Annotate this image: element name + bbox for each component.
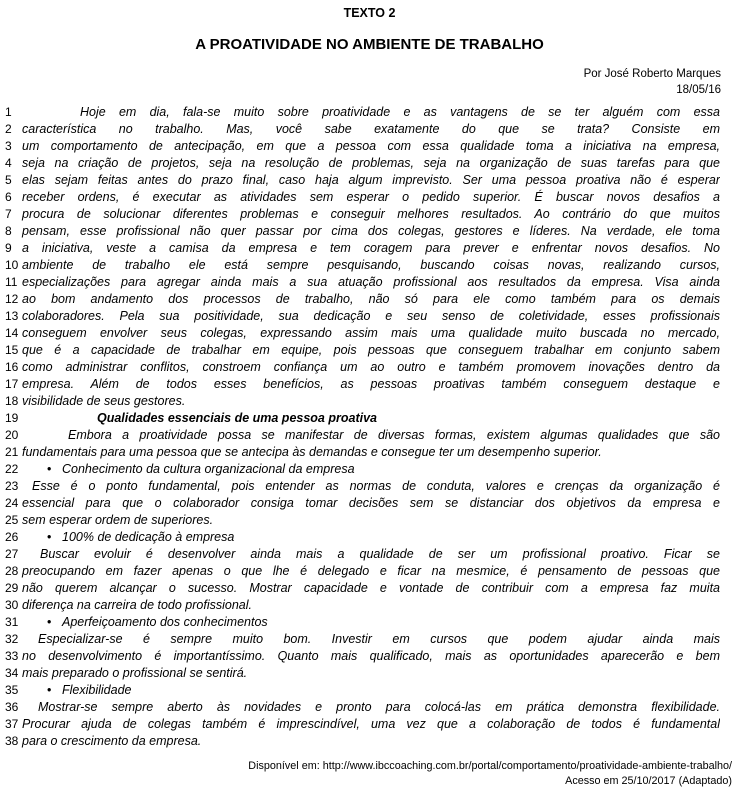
text-line [0,461,720,478]
body-lines [0,104,720,750]
line-text: Hoje em dia, fala-se muito sobre proatividade e as vantagens de se ter alguém com essa [80,105,720,119]
line-text: a iniciativa, veste a camisa da empresa e tem coragem para prever e enfrentar novos desafios. No [22,241,720,255]
line-text: procura de solucionar diferentes problemas e conseguir melhores resultados. Ao contrário do que muitos [22,207,720,221]
text-line [0,682,720,699]
line-number: 6 [5,190,12,204]
dateline: 18/05/16 [676,84,721,96]
bullet-icon: • [47,530,52,544]
text-line [0,189,720,206]
line-number: 8 [5,224,12,238]
line-number: 21 [5,445,19,459]
source-url-line: Disponível em: http://www.ibccoaching.com.br/portal/comportamento/proatividade-ambiente-trabalho/ [248,760,732,772]
line-number: 25 [5,513,19,527]
text-line [0,376,720,393]
line-number: 29 [5,581,19,595]
line-number: 27 [5,547,19,561]
line-text [22,461,720,478]
bullet-icon: • [47,462,52,476]
bullet-label: Conhecimento da cultura organizacional da empresa [62,462,355,476]
text-line [0,257,720,274]
line-number: 4 [5,156,12,170]
line-number: 13 [5,309,19,323]
line-text: pensam, esse profissional não quer passar por cima dos colegas, gestores e líderes. Na verdade, ele toma [22,224,720,238]
line-number: 35 [5,683,19,697]
line-number: 30 [5,598,19,612]
text-line [0,206,720,223]
text-line [0,223,720,240]
line-text: preocupando em fazer apenas o que lhe é delegado e ficar na mesmice, é pensamento de pessoas que [22,564,720,578]
line-text: ao bom andamento dos processos de trabalho, não só para ele como também para os demais [22,292,720,306]
text-line [0,427,720,444]
line-number: 9 [5,241,12,255]
line-number: 10 [5,258,19,272]
line-text: fundamentais para uma pessoa que se antecipa às demandas e consegue ter um desempenho superior. [22,445,602,459]
text-line [0,631,720,648]
line-text: para o crescimento da empresa. [22,734,202,748]
text-line [0,716,720,733]
line-text: diferença na carreira de todo profissional. [22,598,252,612]
text-line [0,648,720,665]
line-text: característica no trabalho. Mas, você sabe exatamente do que se trata? Consiste em [22,122,720,136]
text-line [0,274,720,291]
line-number: 1 [5,105,12,119]
line-number: 3 [5,139,12,153]
text-line [0,597,720,614]
line-number: 31 [5,615,19,629]
text-line [0,104,720,121]
text-line [0,665,720,682]
line-text: que é a capacidade de trabalhar em equipe, pois pessoas que conseguem trabalhar em conjunto sabem [22,343,720,357]
line-text: Procurar ajuda de colegas também é imprescindível, uma vez que a colaboração de todos é fundamental [22,717,720,731]
page-title: A PROATIVIDADE NO AMBIENTE DE TRABALHO [195,36,544,53]
byline: Por José Roberto Marques [583,68,721,80]
text-line [0,291,720,308]
text-line [0,614,720,631]
line-text: seja na criação de projetos, seja na resolução de problemas, seja na organização de suas tarefas para que [22,156,720,170]
line-number: 2 [5,122,12,136]
line-number: 12 [5,292,19,306]
doc-label: TEXTO 2 [343,6,396,20]
text-line [0,733,720,750]
text-line [0,325,720,342]
line-number: 32 [5,632,19,646]
line-number: 17 [5,377,19,391]
text-line [0,138,720,155]
line-number: 26 [5,530,19,544]
text-line [0,580,720,597]
line-number: 34 [5,666,19,680]
text-line [0,563,720,580]
line-number: 37 [5,717,19,731]
line-number: 23 [5,479,19,493]
line-text: elas sejam feitas antes do prazo final, caso haja algum imprevisto. Ser uma pessoa proativa não é esperar [22,173,720,187]
text-line [0,478,720,495]
text-line [0,342,720,359]
text-line [0,308,720,325]
section-heading: Qualidades essenciais de uma pessoa proativa [97,411,377,425]
source-citation [0,759,732,789]
line-number: 22 [5,462,19,476]
line-text: Buscar evoluir é desenvolver ainda mais a qualidade de ser um profissional proativo. Ficar se [40,547,720,561]
line-text [22,529,720,546]
line-text: não querem alcançar o sucesso. Mostrar capacidade e vontade de contribuir com a empresa faz muita [22,581,720,595]
line-number: 5 [5,173,12,187]
text-line [0,529,720,546]
line-text: conseguem envolver seus colegas, expressando assim mais uma qualidade muito buscada no mercado, [22,326,720,340]
bullet-label: Aperfeiçoamento dos conhecimentos [62,615,268,629]
text-line [0,121,720,138]
text-line [0,410,720,427]
line-text: Esse é o ponto fundamental, pois entender as normas de conduta, valores e crenças da organização é [32,479,720,493]
line-number: 16 [5,360,19,374]
line-text [22,682,720,699]
line-number: 24 [5,496,19,510]
line-text: especializações para agregar ainda mais a sua atuação profissional aos resultados da empresa. Visa ainda [22,275,720,289]
text-line [0,240,720,257]
line-text: Mostrar-se sempre aberto às novidades e pronto para colocá-las em prática demonstra flexibilidade. [38,700,720,714]
text-line [0,444,720,461]
line-text: no desenvolvimento é importantíssimo. Quanto mais qualificado, mais as oportunidades aparecerão e bem [22,649,720,663]
line-number: 20 [5,428,19,442]
bullet-label: Flexibilidade [62,683,132,697]
text-line [0,512,720,529]
line-text: empresa. Além de todos esses benefícios, as pessoas proativas também conseguem destaque e [22,377,720,391]
line-number: 38 [5,734,19,748]
line-text [22,614,720,631]
text-line [0,699,720,716]
text-line [0,359,720,376]
bullet-icon: • [47,615,52,629]
line-text: como administrar conflitos, constroem confiança um ao outro e também promovem inovações dentro da [22,360,720,374]
line-number: 18 [5,394,19,408]
line-text: ambiente de trabalho ele está sempre pesquisando, buscando coisas novas, realizando cursos, [22,258,720,272]
line-text: receber ordens, é executar as atividades sem esperar o pedido superior. É buscar novos desafios a [22,190,720,204]
text-line [0,155,720,172]
line-text: mais preparado o profissional se sentirá. [22,666,248,680]
line-text: essencial para que o colaborador consiga tomar decisões sem se distanciar dos objetivos da empresa e [22,496,720,510]
line-number: 7 [5,207,12,221]
bullet-icon: • [47,683,52,697]
line-number: 36 [5,700,19,714]
text-line [0,546,720,563]
line-number: 19 [5,411,19,425]
line-text: visibilidade de seus gestores. [22,394,186,408]
line-text: um comportamento de antecipação, em que a pessoa com essa qualidade toma a iniciativa na empresa, [22,139,720,153]
text-line [0,495,720,512]
line-number: 11 [5,275,18,289]
line-number: 14 [5,326,19,340]
line-text: colaboradores. Pela sua positividade, sua dedicação e seu senso de coletividade, esses profissionais [22,309,720,323]
line-text: Especializar-se é sempre muito bom. Investir em cursos que podem ajudar ainda mais [38,632,720,646]
line-number: 33 [5,649,19,663]
source-access-line: Acesso em 25/10/2017 (Adaptado) [565,775,732,787]
text-line [0,393,720,410]
line-number: 15 [5,343,19,357]
bullet-label: 100% de dedicação à empresa [62,530,235,544]
line-text: sem esperar ordem de superiores. [22,513,214,527]
line-number: 28 [5,564,19,578]
line-text: Embora a proatividade possa se manifestar de diversas formas, existem algumas qualidades que são [68,428,720,442]
text-line [0,172,720,189]
